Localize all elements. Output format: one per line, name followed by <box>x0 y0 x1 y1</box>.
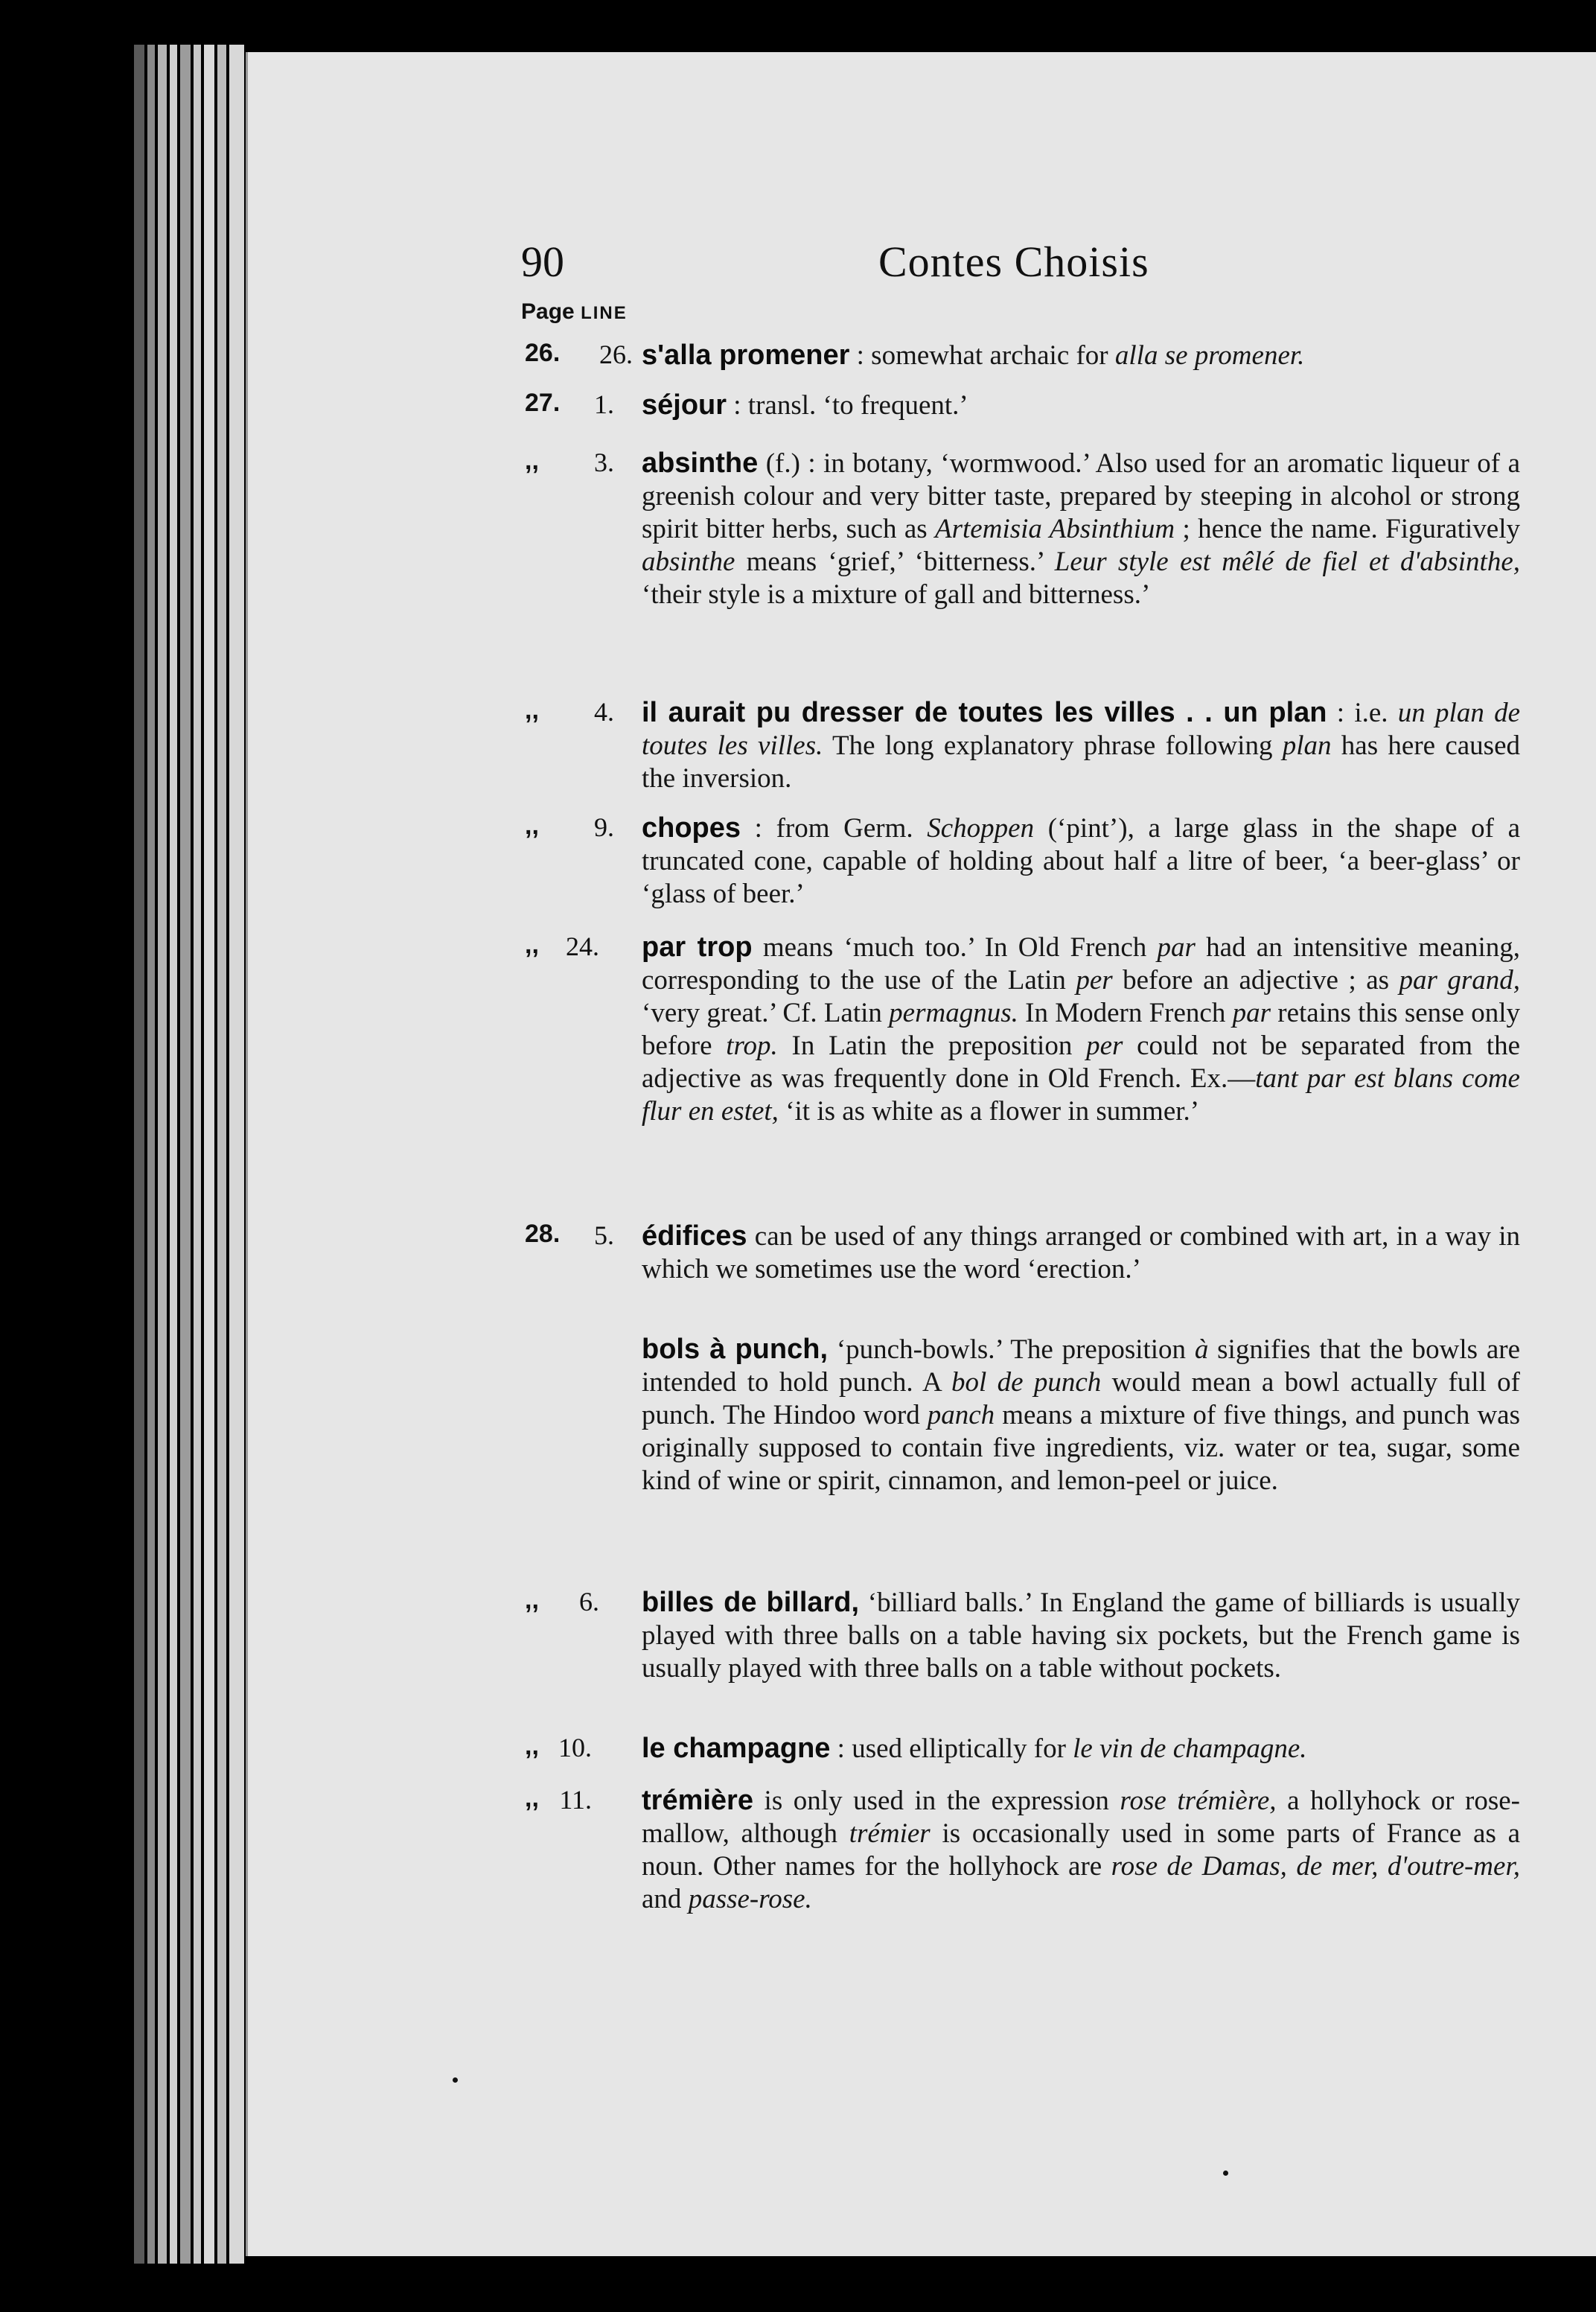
note-text <box>642 1333 1520 1497</box>
line-ref: 3. <box>594 448 614 477</box>
gloss: means ‘much too.’ In Old French par had an intensitive meaning, corresponding to the use of the Latin per before an adjective ; as par grand, ‘very great.’ Cf. Latin permagnus. In Modern French par retains this sense only before trop. In Latin the preposition per could not be separated from the adjective as was frequently done in Old French. Ex.—tant par est blans come flur en estet, ‘it is as white as a flower in summer.’ <box>642 932 1521 1127</box>
note-text <box>642 1220 1520 1286</box>
line-ref: 10. <box>558 1733 592 1762</box>
headword: le champagne <box>642 1733 831 1764</box>
headword: s'alla promener <box>642 340 850 371</box>
page-ref: 27. <box>525 389 561 417</box>
gloss: somewhat archaic for alla se promener. <box>871 340 1305 371</box>
headword: par trop <box>642 932 753 963</box>
note-text: s'alla promener : somewhat archaic for alla se promener. <box>642 340 1305 371</box>
page-ref: ,, <box>525 931 539 959</box>
gloss: used elliptically for le vin de champagne. <box>852 1733 1307 1764</box>
headword: chopes <box>642 812 741 844</box>
note-text: séjour : transl. ‘to frequent.’ <box>642 389 968 421</box>
line-ref: 26. <box>599 340 633 369</box>
headword: absinthe <box>642 448 759 479</box>
gloss: transl. ‘to frequent.’ <box>747 390 968 421</box>
column-heading <box>521 299 628 325</box>
gloss: from Germ. Schoppen (‘pint’), a large glass in the shape of a truncated cone, capable of holding about half a litre of beer, ‘a beer-glass’ or ‘glass of beer.’ <box>642 813 1520 909</box>
page-ref: ,, <box>525 812 539 840</box>
gloss: is only used in the expression rose trémière, a hollyhock or rose-mallow, although trémier is occasionally used in some parts of France as a noun. Other names for the hollyhock are rose de Damas, de mer, d'outre-mer, and passe-rose. <box>642 1786 1520 1914</box>
page-ref: 28. <box>525 1220 561 1248</box>
headword: bols à punch, <box>642 1334 829 1365</box>
line-ref: 5. <box>594 1220 614 1250</box>
line-ref: 1. <box>594 389 614 419</box>
page-ref: ,, <box>525 447 539 475</box>
gloss: i.e. un plan de toutes les villes. The long explanatory phrase following plan has here caused the inversion. <box>642 698 1521 794</box>
gloss: ‘billiard balls.’ In England the game of billiards is usually played with three balls on a table having six pockets, but the French game is usually played with three balls on a table without pockets. <box>642 1587 1520 1684</box>
note-text: absinthe (f.) : in botany, ‘wormwood.’ Also used for an aromatic liqueur of a greenish colour and very bitter taste, prepared by steeping in alcohol or strong spirit bitter herbs, such as Artemisia Absinthium ; hence the name. Figuratively absinthe means ‘grief,’ ‘bitterness.’ Leur style est mêlé de fiel et d'absinthe, ‘their style is a mixture of gall and bitterness.’ <box>642 448 1521 610</box>
note-text <box>642 931 1520 1128</box>
headword: séjour <box>642 389 727 421</box>
note-text: le champagne : used elliptically for le vin de champagne. <box>642 1733 1307 1764</box>
note-text: chopes : from Germ. Schoppen (‘pint’), a large glass in the shape of a truncated cone, capable of holding about half a litre of beer, ‘a beer-glass’ or ‘glass of beer.’ <box>642 812 1520 909</box>
line-ref: 4. <box>594 697 614 727</box>
gloss: ‘punch-bowls.’ The preposition à signifies that the bowls are intended to hold punch. A bol de punch would mean a bowl actually full of punch. The Hindoo word panch means a mixture of five things, and punch was originally supposed to contain five ingredients, viz. water or tea, sugar, some kind of wine or spirit, cinnamon, and lemon-peel or juice. <box>642 1334 1521 1496</box>
ink-speck <box>453 2077 458 2083</box>
line-ref: 24. <box>566 932 599 961</box>
line-ref: 9. <box>594 812 614 842</box>
page-ref: ,, <box>525 1586 539 1614</box>
headword: trémière <box>642 1785 753 1816</box>
note-text <box>642 1586 1520 1685</box>
line-ref: 6. <box>579 1587 599 1617</box>
column-head-page: Page <box>521 299 575 324</box>
page-ref: ,, <box>525 1732 539 1760</box>
note-text: il aurait pu dresser de toutes les villes . . un plan : i.e. un plan de toutes les villes. The long explanatory phrase following plan has here caused the inversion. <box>642 697 1521 794</box>
gloss: can be used of any things arranged or combined with art, in a way in which we sometimes use the word ‘erection.’ <box>642 1221 1521 1284</box>
page-ref: 26. <box>525 339 561 367</box>
headword: billes de billard, <box>642 1587 860 1618</box>
note-text <box>642 1784 1520 1916</box>
line-ref: 11. <box>559 1785 592 1815</box>
gloss: in botany, ‘wormwood.’ Also used for an aromatic liqueur of a greenish colour and very bitter taste, prepared by steeping in alcohol or strong spirit bitter herbs, such as Artemisia Absinthium ; hence the name. Figuratively absinthe means ‘grief,’ ‘bitterness.’ Leur style est mêlé de fiel et d'absinthe, ‘their style is a mixture of gall and bitterness.’ <box>642 448 1521 610</box>
column-head-line: LINE <box>581 303 628 323</box>
page-ref: ,, <box>525 696 539 725</box>
page-number: 90 <box>521 238 564 286</box>
running-header <box>521 237 1519 296</box>
ink-speck <box>1223 2171 1228 2176</box>
headword: édifices <box>642 1220 747 1252</box>
page-ref: ,, <box>525 1784 539 1812</box>
headword: il aurait pu dresser de toutes les villes . . un plan <box>642 697 1327 728</box>
running-title: Contes Choisis <box>878 238 1149 286</box>
book-page <box>246 52 1596 2256</box>
